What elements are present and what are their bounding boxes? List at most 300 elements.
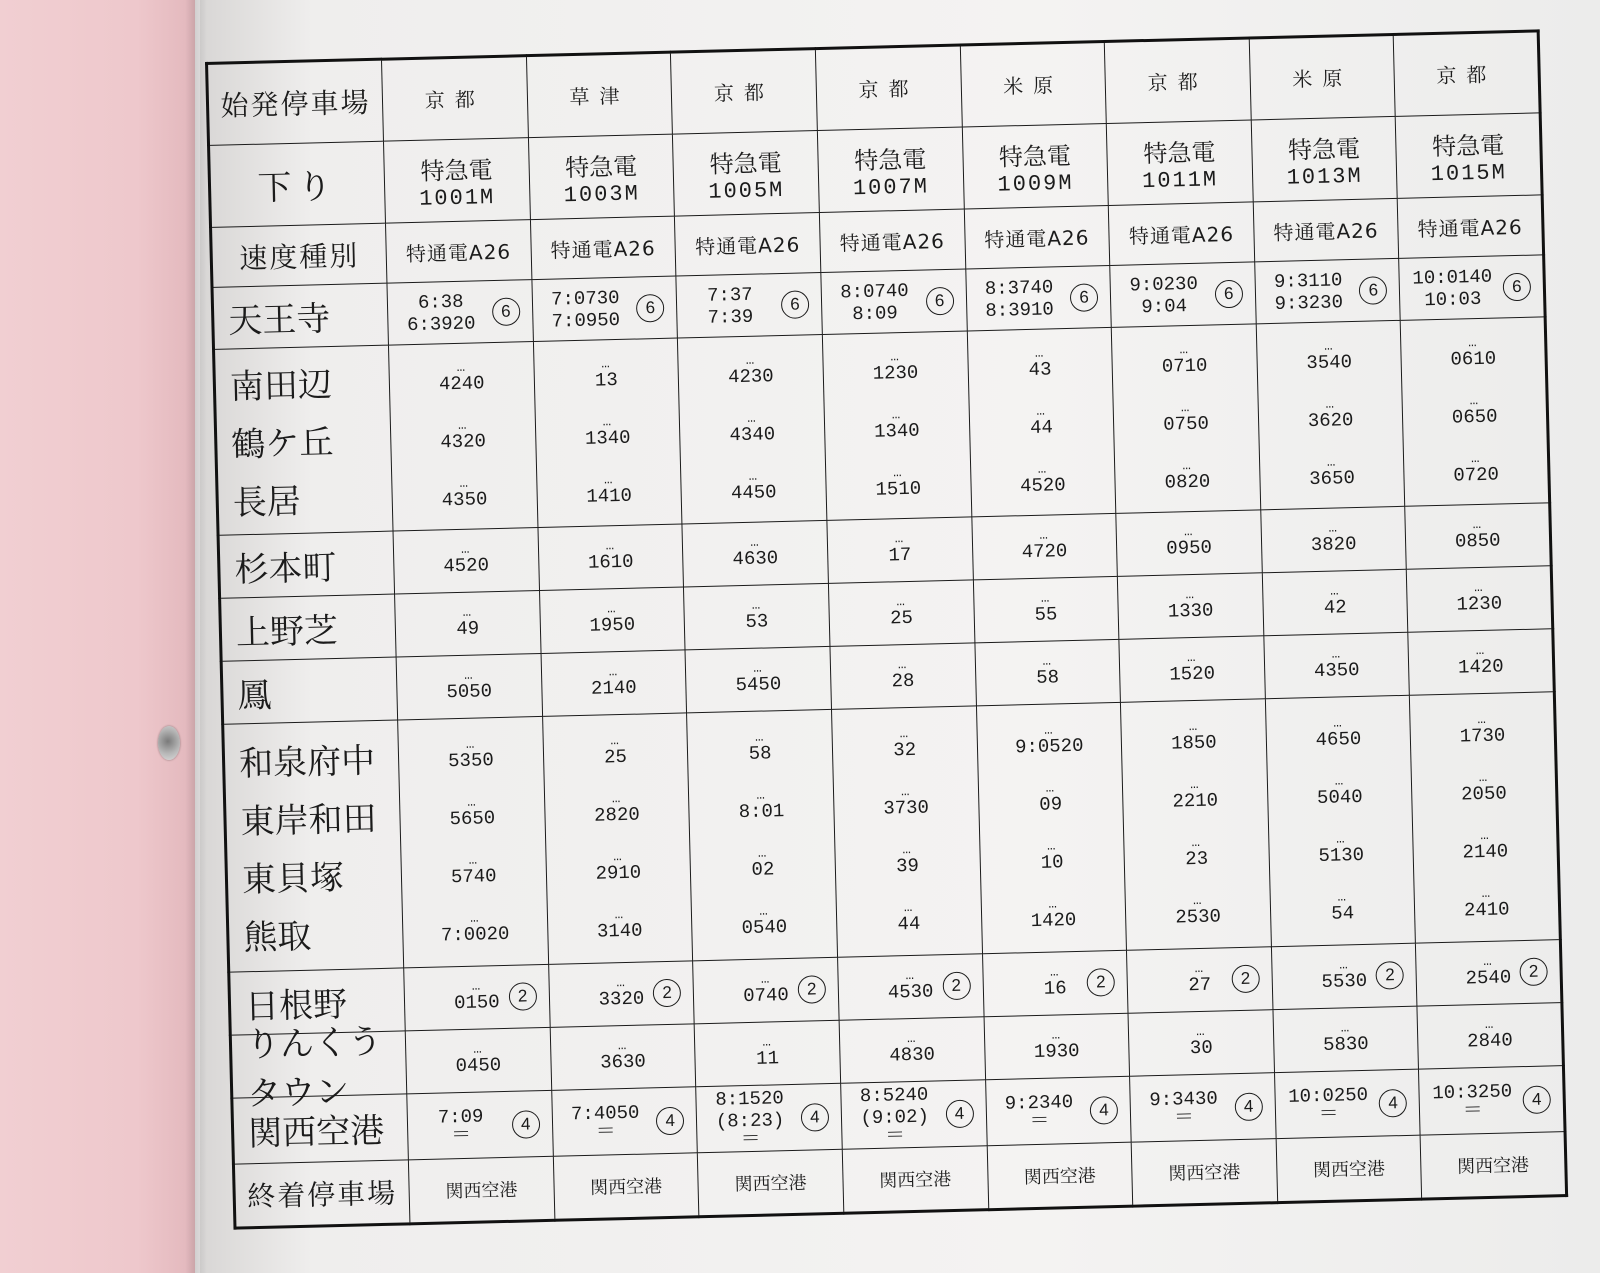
- train-origin: 米原: [1249, 34, 1396, 120]
- pass-time: [401, 841, 546, 902]
- time-value: 2140: [590, 676, 637, 700]
- train-id-cell: [962, 123, 1109, 209]
- pass-mark: …: [1185, 587, 1196, 604]
- pass-time: [836, 888, 981, 949]
- pass-time: [695, 1023, 840, 1084]
- pass-time: [1270, 877, 1415, 938]
- pass-time: [1113, 388, 1258, 449]
- train-number: 1001M: [418, 184, 496, 212]
- station-name-cell: [230, 1022, 406, 1115]
- pass-mark: …: [1037, 461, 1048, 478]
- time-value: 3320: [598, 987, 645, 1011]
- time-cell: [1127, 947, 1273, 1013]
- time-cell: [694, 1020, 840, 1086]
- pass-mark: …: [1333, 715, 1343, 732]
- pass-mark: …: [1046, 838, 1057, 855]
- time-value: 5040: [1316, 785, 1363, 809]
- pass-time: [680, 399, 825, 460]
- departure-time: 7:39: [707, 305, 754, 329]
- pass-time: [835, 830, 980, 891]
- pass-time: [547, 895, 692, 956]
- time-cell: [827, 517, 973, 583]
- pass-time: [1123, 765, 1268, 826]
- pass-time: [1403, 381, 1547, 442]
- track-number: 6: [1070, 283, 1099, 312]
- pass-mark: …: [750, 534, 760, 552]
- pass-time: [1118, 576, 1263, 637]
- time-value: 3730: [883, 796, 930, 820]
- pass-time: [830, 645, 975, 706]
- time-cell: [687, 709, 838, 961]
- pass-time: [1415, 874, 1559, 935]
- pass-time: [394, 530, 539, 591]
- pass-time: [397, 656, 542, 717]
- arrival-time: 9:3110: [1273, 268, 1343, 293]
- pass-time: [1410, 700, 1554, 761]
- station-tsurugaoka: 鶴ケ丘: [230, 423, 334, 466]
- pass-mark: …: [894, 531, 905, 548]
- train-origin: 米原: [960, 42, 1107, 128]
- pass-mark: …: [1337, 888, 1348, 906]
- track-number: 2: [508, 982, 537, 1011]
- arrival-time: 6:38: [417, 290, 464, 314]
- time-value: 25: [889, 607, 914, 630]
- time-cell: [1417, 1003, 1563, 1069]
- train-origin: 草津: [526, 52, 673, 138]
- train-number: 1009M: [997, 170, 1074, 198]
- track-number: 2: [797, 975, 826, 1004]
- time-cell: [685, 647, 831, 713]
- time-cell: [548, 961, 694, 1027]
- speed-label: 速度種別: [211, 223, 387, 287]
- time-cell: [387, 280, 533, 346]
- pass-mark: …: [1036, 403, 1046, 420]
- time-value: 5130: [1318, 843, 1365, 867]
- pass-mark: …: [457, 417, 468, 434]
- pass-mark: …: [1480, 827, 1490, 844]
- time-cell: [1110, 262, 1256, 328]
- train-number: 1003M: [563, 180, 641, 208]
- train-origin: 京都: [671, 49, 818, 135]
- pass-time: [827, 520, 972, 581]
- time-value: 2140: [1462, 840, 1509, 864]
- pass-time: [1406, 506, 1550, 567]
- departure-time: 9:04: [1141, 294, 1188, 318]
- pass-mark: …: [745, 352, 756, 369]
- track-number: 4: [1234, 1092, 1263, 1121]
- pass-time: [1112, 330, 1257, 391]
- pass-time: [541, 653, 686, 714]
- time-cell: [1111, 324, 1260, 514]
- terminal-mark: ＝: [595, 1120, 616, 1145]
- time-value: 42: [1323, 596, 1347, 620]
- pass-time: [692, 891, 837, 952]
- time-cell: [538, 524, 684, 590]
- time-value: 3540: [1306, 350, 1353, 374]
- time-cell: [395, 591, 541, 657]
- pass-mark: …: [1189, 776, 1200, 793]
- pass-mark: …: [460, 542, 471, 559]
- time-value: 17: [888, 544, 912, 567]
- pass-time: [398, 725, 543, 786]
- track-number: 6: [1214, 279, 1243, 308]
- time-value: 8:01: [738, 799, 785, 823]
- train-id-cell: [673, 131, 820, 217]
- time-value: 28: [891, 669, 915, 693]
- pass-mark: …: [1186, 650, 1197, 667]
- pass-time: [1259, 443, 1404, 504]
- pass-time: [391, 406, 536, 467]
- train-id-cell: [1251, 116, 1398, 202]
- train-number: 1013M: [1286, 163, 1363, 191]
- pass-time: [1257, 327, 1402, 388]
- speed-class: 特通電A26: [1398, 195, 1544, 259]
- pass-mark: …: [601, 355, 611, 373]
- time-cell: [404, 965, 550, 1031]
- station-izumi_fuchu: 和泉府中: [238, 741, 376, 785]
- pass-time: [824, 395, 969, 456]
- pass-mark: …: [1340, 1020, 1351, 1037]
- station-name: [238, 728, 398, 790]
- station-higashi_kaizuka: 東貝塚: [241, 857, 345, 901]
- time-value: 2840: [1466, 1029, 1514, 1053]
- time-cell: [676, 273, 822, 339]
- time-value: 53: [745, 610, 769, 634]
- time-value: 0720: [1453, 463, 1500, 487]
- pass-time: [543, 721, 688, 782]
- time-value: 4230: [727, 364, 774, 389]
- pass-mark: …: [1182, 457, 1192, 474]
- pass-time: [690, 833, 835, 894]
- time-cell: [1116, 510, 1262, 576]
- station-name: [240, 786, 400, 848]
- terminal-label: 終着停車場: [233, 1160, 410, 1228]
- pass-time: [1263, 572, 1408, 633]
- time-cell: [542, 713, 693, 965]
- time-cell: [407, 1090, 553, 1160]
- time-cell: [837, 954, 983, 1020]
- time-value: 54: [1331, 901, 1355, 925]
- pass-mark: …: [1192, 892, 1203, 909]
- arrival-time: 8:3740: [984, 275, 1054, 300]
- pass-mark: …: [900, 783, 911, 800]
- time-cell: [684, 584, 830, 650]
- pass-time: [970, 450, 1115, 511]
- time-cell: [1264, 632, 1410, 698]
- departure-time: 10:03: [1424, 287, 1482, 311]
- time-cell: [967, 327, 1116, 517]
- speed-class: 特通電A26: [1108, 202, 1254, 266]
- pass-time: [389, 348, 534, 409]
- pass-time: [1409, 631, 1553, 692]
- pass-mark: …: [1474, 580, 1484, 597]
- pass-mark: …: [614, 906, 625, 923]
- pass-mark: …: [1051, 1027, 1062, 1044]
- time-cell: [971, 514, 1117, 580]
- pass-time: [833, 772, 978, 833]
- track-number: 2: [1376, 961, 1405, 990]
- pass-mark: …: [1478, 769, 1489, 786]
- terminal-mark: ＝: [884, 1124, 906, 1149]
- time-cell: [1401, 317, 1550, 507]
- station-name: [237, 660, 397, 722]
- pass-time: [406, 1030, 551, 1091]
- pass-mark: …: [603, 471, 614, 489]
- arrival-time: 8:1520: [715, 1086, 785, 1111]
- pass-time: [683, 523, 828, 584]
- time-value: 1510: [875, 477, 922, 501]
- time-value: 0540: [741, 915, 788, 939]
- departure-time: 9:3230: [1274, 290, 1344, 315]
- arrival-time: 8:5240: [859, 1083, 929, 1107]
- time-value: 3140: [596, 919, 643, 943]
- pass-mark: …: [896, 594, 906, 611]
- time-value: 1930: [1033, 1039, 1080, 1064]
- time-value: 2530: [1175, 905, 1222, 929]
- time-cell: [393, 528, 539, 594]
- train-type: 特急電: [420, 155, 493, 186]
- time-value: 2910: [595, 861, 642, 885]
- station-name: [228, 285, 388, 347]
- terminal-mark: ＝: [1318, 1103, 1339, 1127]
- station-higashi_kishiwada: 東岸和田: [240, 799, 378, 843]
- pass-mark: …: [753, 660, 763, 677]
- departure-time: 8:3910: [985, 297, 1055, 322]
- pass-time: [978, 768, 1123, 829]
- time-cell: [965, 265, 1111, 331]
- time-value: 1230: [872, 361, 919, 385]
- time-value: 0610: [1450, 347, 1497, 371]
- time-value: 1730: [1459, 724, 1506, 748]
- time-value: 0710: [1161, 354, 1208, 378]
- time-cell: [1273, 1006, 1419, 1072]
- speed-class: 特通電A26: [819, 209, 965, 273]
- train-type: 特急電: [1431, 130, 1505, 161]
- pass-time: [681, 457, 826, 518]
- time-value: 32: [893, 738, 917, 762]
- pass-time: [540, 590, 685, 651]
- arrival-note: (9:02): [860, 1105, 930, 1129]
- track-number: 4: [800, 1103, 829, 1132]
- pass-time: [1115, 446, 1260, 507]
- time-value: 27: [1188, 973, 1212, 997]
- pass-mark: …: [1477, 711, 1488, 728]
- pass-mark: …: [610, 732, 621, 749]
- time-value: 09: [1039, 792, 1063, 816]
- previous-page: [0, 0, 195, 1273]
- time-cell: [982, 950, 1128, 1016]
- arrival-time: 10:0250: [1287, 1083, 1369, 1108]
- pass-mark: …: [1470, 450, 1481, 467]
- time-value: 0740: [742, 984, 790, 1008]
- time-cell: [682, 521, 828, 587]
- time-value: 0750: [1162, 412, 1210, 436]
- origin-label: 始発停車場: [207, 59, 384, 145]
- pass-mark: …: [905, 968, 916, 985]
- station-kansai_airport: 関西空港: [247, 1110, 385, 1155]
- pass-mark: …: [605, 538, 616, 555]
- time-value: 4520: [443, 554, 490, 578]
- station-name-cell: [221, 657, 397, 724]
- time-cell: [1271, 943, 1417, 1009]
- time-value: 2820: [593, 803, 641, 827]
- time-cell: [539, 587, 685, 653]
- pass-time: [1125, 881, 1270, 942]
- pass-time: [1121, 707, 1266, 768]
- pass-time: [392, 464, 537, 525]
- pass-mark: …: [1484, 1016, 1495, 1034]
- terminal-station: 関西空港: [842, 1146, 988, 1214]
- time-value: 0450: [455, 1054, 502, 1078]
- train-type: 特急電: [1287, 134, 1361, 165]
- time-value: 4350: [1313, 659, 1360, 683]
- station-name-cell: [214, 345, 394, 536]
- timetable-wrap: [205, 29, 1578, 1240]
- time-value: 25: [603, 745, 628, 769]
- pass-time: [687, 718, 832, 779]
- terminal-station: 関西空港: [698, 1149, 844, 1217]
- time-value: 5530: [1321, 970, 1368, 994]
- pass-time: [977, 710, 1122, 771]
- time-cell: [550, 1024, 696, 1090]
- station-name: [231, 409, 391, 471]
- pass-mark: …: [1339, 957, 1349, 974]
- time-value: 1420: [1030, 908, 1077, 932]
- train-id-cell: [817, 127, 964, 213]
- time-cell: [398, 716, 549, 968]
- pass-mark: …: [747, 410, 757, 427]
- pass-mark: …: [1042, 653, 1053, 670]
- pass-mark: …: [459, 475, 470, 492]
- pass-time: [550, 1026, 695, 1087]
- time-value: 58: [1035, 666, 1060, 689]
- departure-time: 8:09: [851, 301, 899, 325]
- pass-mark: …: [890, 348, 900, 366]
- pass-mark: …: [1325, 396, 1336, 413]
- track-number: 4: [1090, 1096, 1119, 1125]
- pass-time: [678, 341, 823, 402]
- pass-time: [1412, 758, 1556, 819]
- arrival-time: 7:0730: [550, 286, 620, 311]
- pass-time: [1258, 385, 1403, 446]
- pass-mark: …: [1039, 527, 1050, 545]
- time-cell: [1416, 940, 1562, 1006]
- pass-mark: …: [1049, 964, 1060, 981]
- direction-label: 下り: [209, 141, 386, 227]
- station-rinku_town: りんくうタウン: [245, 1022, 383, 1115]
- time-cell: [1256, 320, 1405, 510]
- pass-time: [403, 899, 548, 960]
- pass-mark: …: [1180, 399, 1191, 416]
- pass-time: [400, 783, 545, 844]
- pass-mark: …: [1326, 454, 1337, 471]
- arrival-note: (8:23): [715, 1108, 785, 1133]
- time-value: 1950: [589, 613, 636, 637]
- time-cell: [1410, 692, 1561, 944]
- pass-mark: …: [1194, 961, 1205, 978]
- train-type: 特急電: [998, 141, 1072, 172]
- time-value: 5740: [450, 864, 497, 888]
- pass-mark: …: [469, 910, 480, 927]
- terminal-station: 関西空港: [553, 1153, 699, 1221]
- time-cell: [1262, 570, 1408, 636]
- pass-time: [829, 583, 974, 644]
- time-value: 0150: [453, 991, 500, 1015]
- time-cell: [541, 650, 687, 716]
- time-value: 43: [1028, 358, 1052, 381]
- track-number: 2: [1231, 965, 1260, 994]
- pass-time: [826, 453, 971, 514]
- train-number: 1011M: [1141, 166, 1219, 194]
- track-number: 2: [653, 979, 682, 1008]
- pass-mark: …: [602, 413, 613, 431]
- station-name: [243, 902, 403, 964]
- time-cell: [1265, 695, 1416, 947]
- arrival-time: 9:2340: [1004, 1090, 1074, 1115]
- pass-mark: …: [757, 845, 768, 862]
- track-number: 2: [1087, 968, 1116, 997]
- time-value: 13: [594, 368, 618, 392]
- time-value: 4450: [730, 480, 777, 504]
- track-number: 6: [925, 286, 954, 315]
- time-value: 3820: [1310, 533, 1357, 557]
- pass-time: [832, 714, 977, 775]
- time-cell: [396, 654, 542, 720]
- pass-mark: …: [1188, 718, 1199, 735]
- train-type: 特急電: [853, 144, 927, 175]
- arrival-time: 8:0740: [840, 279, 909, 304]
- pass-time: [1267, 761, 1412, 822]
- train-number: 1005M: [708, 177, 785, 205]
- train-number: 1007M: [852, 173, 930, 201]
- track-number: 6: [491, 297, 520, 326]
- train-id-cell: [528, 134, 675, 220]
- time-value: 4530: [887, 980, 934, 1004]
- arrival-time: 7:37: [706, 283, 753, 307]
- track-number: 6: [781, 290, 810, 319]
- pass-time: [979, 826, 1124, 887]
- pass-mark: …: [1323, 338, 1334, 355]
- terminal-station: 関西空港: [1131, 1139, 1277, 1207]
- time-value: 02: [751, 857, 775, 881]
- time-cell: [828, 580, 974, 646]
- pass-time: [1407, 569, 1551, 630]
- time-value: 39: [895, 854, 920, 877]
- pass-time: [973, 579, 1118, 640]
- time-cell: [696, 1083, 842, 1153]
- time-value: 9:0520: [1014, 734, 1084, 759]
- time-value: 0850: [1454, 529, 1501, 553]
- pass-time: [1401, 323, 1545, 384]
- train-id-cell: [1396, 113, 1543, 199]
- track-number: 2: [942, 972, 971, 1001]
- pass-mark: …: [1040, 590, 1051, 607]
- time-value: 2540: [1465, 966, 1512, 990]
- terminal-station: 関西空港: [1420, 1132, 1566, 1200]
- pass-mark: …: [1475, 642, 1486, 660]
- station-tennoji: 天王寺: [227, 299, 331, 342]
- binder-hole: [158, 726, 180, 760]
- station-name: [235, 597, 395, 659]
- train-id-cell: [1106, 120, 1253, 206]
- station-name: [234, 534, 394, 596]
- pass-time: [1273, 1009, 1418, 1070]
- time-value: 0820: [1164, 470, 1211, 494]
- track-number: 4: [656, 1106, 685, 1135]
- pass-time: [689, 776, 834, 837]
- time-value: 1610: [587, 551, 634, 575]
- time-cell: [841, 1080, 987, 1150]
